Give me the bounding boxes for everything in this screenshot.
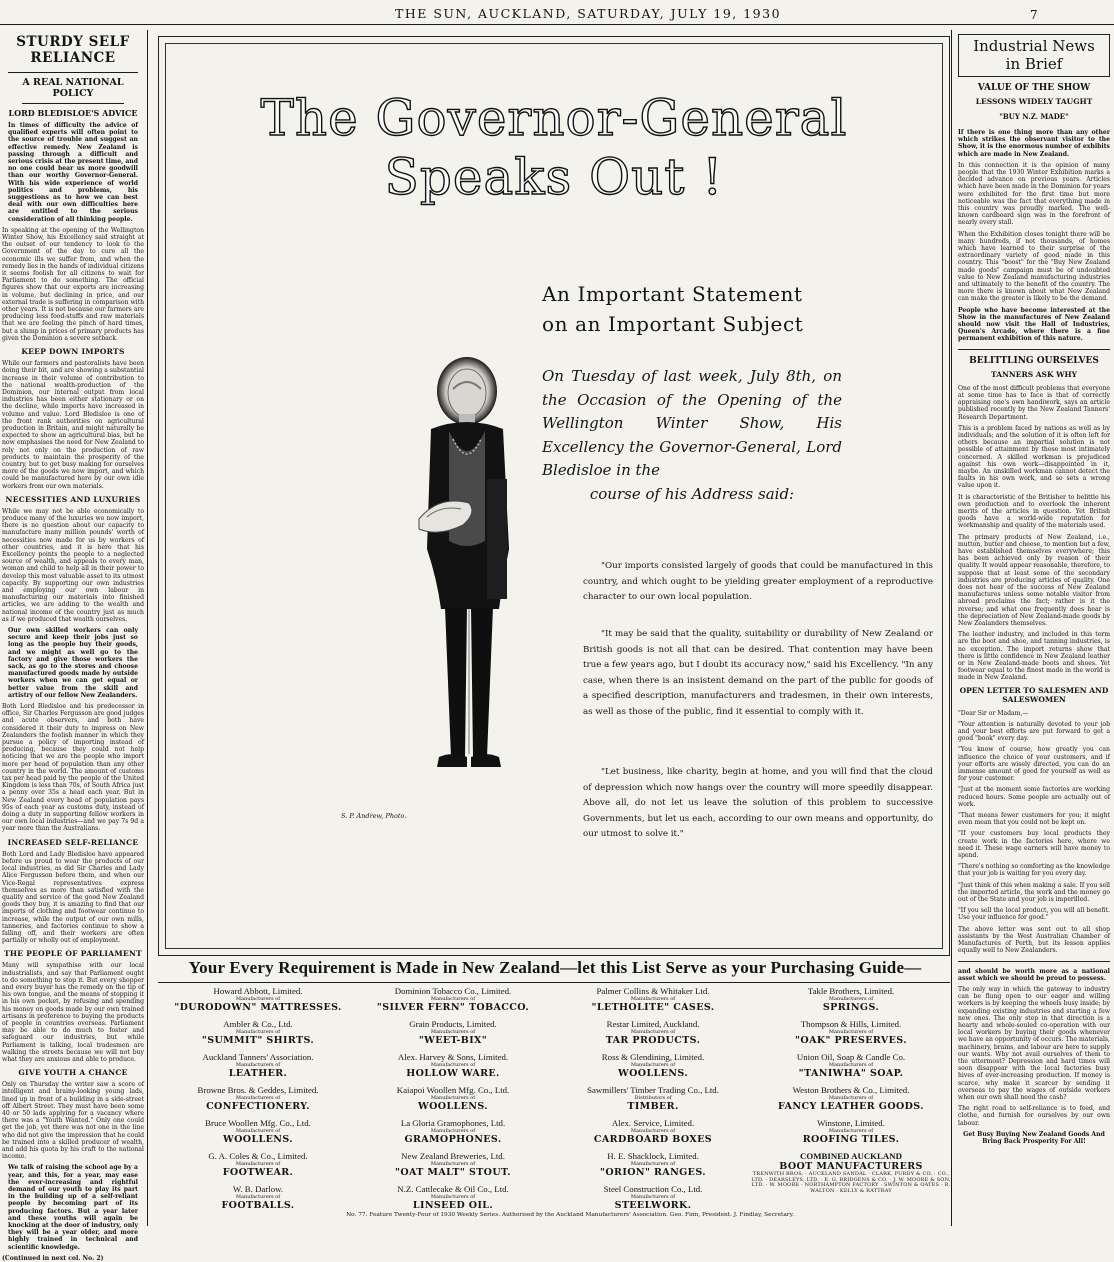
article-paragraph: If there is one thing more than any other which strikes the observant visitor to the Show, it is the enormous number of exhibits which are made in New Zealand. — [958, 129, 1110, 158]
article-paragraph: The primary products of New Zealand, i.e., mutton, butter and cheese, to mention but a few, have established themselves everywhere; this has been achieved only by reason of their quality. It would appear reasonable, therefore, to suppose that at least some of the secondary industries are producing articles of quality. One does not hear of the success of New Zealand manufactures unless some notable visitor from abroad proclaims the fact; rather is it the reverse; and what one frequently does hear is the depreciation of New Zealand-made goods by New Zealanders themselves. — [958, 533, 1110, 627]
left-subheadline: A REAL NATIONAL POLICY — [22, 77, 124, 99]
section-heading: GIVE YOUTH A CHANCE — [18, 1068, 128, 1078]
manufacturer-entry: Auckland Tanners' Association. Manufacturers of LEATHER. — [202, 1052, 314, 1079]
right-column — [954, 34, 1114, 1226]
letter-paragraph: "Dear Sir or Madam,— — [958, 709, 1029, 717]
article-paragraph: This is a problem faced by nations as well as by individuals; and the solution of it is often left for others because an impartial solution is not possible of attainment by those most intimately concerned. A skilled workman is prejudiced against his own work—disappointed in it, maybe. An unskilled workman cannot detect the faults in his own work, and so sets a wrong value upon it. — [958, 424, 1110, 490]
letter-paragraph: "There's nothing so comforting as the knowledge that your job is waiting for you every day. — [958, 863, 1111, 878]
left-column — [2, 28, 144, 1262]
article-paragraph: Our own skilled workers can only secure and keep their jobs just so long as the people buy their goods, and we might as well go to the factory and give those workers the sack, as go to the stores and choose manufactured goods made by outside workers when we can get equal or better value from the skill and artistry of our fellow New Zealanders. — [8, 627, 138, 699]
manufacturer-entry: Union Oil, Soap & Candle Co. Manufacturers of "TANIWHA" SOAP. — [796, 1052, 906, 1079]
manufacturer-entry: Winstone, Limited. Manufacturers of ROOFING TILES. — [802, 1118, 900, 1145]
masthead-rule — [0, 24, 1114, 25]
article-paragraph: We talk of raising the school age by a year, and this, for a year, may ease the ever-increasing and rightful demand of our youth to play its part in the building up of a self-reliant people by becoming part of its producing factors. But a year later and these youths will again be knocking at the door of industry, only they will be a year older, and more highly trained in technical and scientific knowledge. — [8, 1164, 138, 1251]
left-headline: STURDY SELF RELIANCE — [16, 34, 130, 66]
important-statement: An Important Statement on an Important Subject — [542, 282, 804, 336]
section-heading: KEEP DOWN IMPORTS — [21, 347, 125, 357]
masthead — [0, 0, 1114, 26]
article-paragraph: One of the most difficult problems that everyone at some time has to face is that of correctly appraising one's own handiwork, says an article published recently by the New Zealand Tanners' Research Department. — [958, 384, 1110, 421]
left-subheadline-2: LORD BLEDISLOE'S ADVICE — [8, 108, 138, 118]
combined-members: TRENWITH BROS. · AUCKLAND SANDAL · CLARK, PURDY & CO. · CO., LTD. · DEARSLEYS, LTD. · E. G. BRIDGENS & CO. · J. W. MOORE & SON, LTD. · W. MOORE · NORTHAMPTON FACTORY · SWINTON & OATES · R. WALTON · KELLY & RATTRAY — [751, 1171, 951, 1194]
section-heading: NECESSITIES AND LUXURIES — [5, 494, 141, 504]
manufacturer-list — [158, 986, 953, 1211]
article-paragraph: People who have become interested at the Show in the manufactures of New Zealand should now visit the Hall of Industries, Queen's Arcade, where there is a fine permanent exhibition of this nature. — [958, 306, 1110, 343]
manufacturer-entry: Ross & Glendining, Limited. Manufacturers of WOOLLENS. — [601, 1052, 705, 1079]
left-lead-paragraph: In times of difficulty the advice of qualified experts will often point to the source of trouble and suggest an effective remedy. New Zealand is passing through a difficult and serious crisis at the present time, and no one could bear us more goodwill than our worthy Governor-General. With his wide experience of world politics and problems, his suggestions as to how we can best deal with our own difficulties here are entitled to the serious consideration of all thinking people. — [8, 122, 138, 223]
masthead-headline: THE SUN, AUCKLAND, SATURDAY, JULY 19, 1930 — [395, 6, 782, 21]
manufacturer-entry: Steel Construction Co., Ltd. Manufacturers of STEELWORK. — [603, 1184, 703, 1211]
article-paragraph: It is characteristic of the Britisher to belittle his own production and to overlook the inherent merits of the articles in question. Yet British goods have a world-wide reputation for workmanship and quality of the materials used. — [958, 493, 1110, 530]
manufacturer-entry: N.Z. Cattlecake & Oil Co., Ltd. Manufacturers of LINSEED OIL. — [397, 1184, 509, 1211]
footer-note: No. 77. Feature Twenty-Four of 1930 Weekly Series. Authorised by the Auckland Manufacturers' Association. Geo. Finn, President. J. Findlay, Secretary. — [346, 1212, 794, 1218]
manufacturer-entry: W. B. Darlow. Manufacturers of FOOTBALLS. — [221, 1184, 295, 1211]
manufacturer-column — [353, 986, 553, 1217]
manufacturer-entry: Ambler & Co., Ltd. Manufacturers of "SUMMIT" SHIRTS. — [201, 1019, 315, 1046]
governor-general-portrait — [409, 359, 529, 814]
article-paragraph: The only way in which the gateway to industry can be flung open to our eager and willing workers is by keeping the wheels busy inside; by expanding existing industries and starting a few new ones. The only step in that direction is a hearty and whole-souled co-operation with our local workers by buying their goods whenever we have an opportunity of occurs. The materials, machinery, brains, and labour are here to supply our wants. Why not avail ourselves of them to the uttermost? Depression and hard times will soon disappear with the local factories busy hives of ever-increasing production. If money is scarce, why make it scarcer by sending it overseas to pay the wages of outside workers when our own shall need the cash? — [958, 985, 1110, 1101]
article-paragraph: The right road to self-reliance is to feed, and clothe, and furnish for ourselves by our own labour. — [958, 1105, 1110, 1127]
occasion-paragraph: On Tuesday of last week, July 8th, on the Occasion of the Opening of the Wellington Winter Show, His Excellency the Governor-General, Lord Bledisloe in the course of his Address said: — [542, 367, 842, 503]
letter-paragraph: "Just think of this when making a sale. If you sell the imported article, the work and the money go out of the State and your job is imperilled. — [958, 881, 1110, 904]
industrial-news-box: Industrial News in Brief — [958, 34, 1110, 77]
manufacturer-column — [158, 986, 358, 1217]
quote-paragraph: "Let business, like charity, begin at home, and you will find that the cloud of depression which now hangs over the country will more speedily disappear. Above all, do not let us leave the solution of this problem to successive Governments, but let us each, according to our own means and opportunity, do our utmost to solve it." — [583, 767, 933, 839]
article-paragraph: When the Exhibition closes tonight there will be many hundreds, if not thousands, of homes which have learned to their surprise of the extraordinary variety of good made in this country. This "boost" for the "Buy New Zealand made goods" campaign must be of undoubted value to New Zealand manufacturing industries and ultimately to the benefit of the country. The more there is known about what New Zealand can make the greater is likely to be the demand. — [958, 230, 1110, 303]
photo-credit: S. P. Andrew, Photo. — [341, 812, 407, 820]
manufacturer-column — [553, 986, 753, 1217]
manufacturer-entry: Bruce Woollen Mfg. Co., Ltd. Manufacturers of WOOLLENS. — [205, 1118, 311, 1145]
article-paragraph: While our farmers and pastoralists have been doing their bit, and are showing a substantial increase in their volume of contribution to the national wealth-production of the Dominion, our internal output from local industries has been either stationary or on the decline, while imports have increased in volume and value. Lord Bledisloe is one of the front rank authorities on agricultural production in Britain, and might naturally be expected to show an agricultural bias, but he now emphasises the need for New Zealand to rely not only on the production of raw products to maintain the prosperity of the country, but to get busy making for ourselves more of the goods we now import, and which could be manufactured here by our own idle workers from our own materials. — [2, 360, 144, 490]
section-heading: INCREASED SELF-RELIANCE — [7, 837, 139, 847]
manufacturer-entry: New Zealand Breweries, Ltd. Manufacturers of "OAT MALT" STOUT. — [394, 1151, 511, 1178]
manufacturer-entry: La Gloria Gramophones, Ltd. Manufacturers of GRAMOPHONES. — [400, 1118, 506, 1145]
manufacturer-entry: Palmer Collins & Whitaker Ltd. Manufacturers of "LETHOLITE" CASES. — [591, 986, 715, 1013]
letter-paragraph: "Your attention is naturally devoted to your job and your best efforts are put forward to get a good "book" every day. — [958, 720, 1110, 743]
article-paragraph: and should be worth more as a national asset which we should be proud to possess. — [958, 967, 1110, 982]
letter-paragraph: "If you sell the local product, you will all benefit. Use your influence for good." — [958, 907, 1110, 922]
article-paragraph: In this connection it is the opinion of many people that the 1930 Winter Exhibition marks a decided advance on previous years. Articles which have been made in the Dominion for years were exhibited for the first time but more noticeable was the fact that everything made in this country was proudly marked. The well-known cardboard sign was in the forefront of nearly every stall. — [958, 161, 1110, 227]
advertisement-frame — [158, 36, 950, 956]
column-rule-left — [147, 30, 148, 1226]
article-paragraph: Many will sympathise with our local industrialists, and say that Parliament ought to do something to stop it. But every shopper and every buyer has the remedy on the tip of his own tongue, and the means of stopping it in his own pocket, by refusing and spending his money on goods made by our own trained artisans in preference to buying the products of people in countries overseas. Parliament may be able to do much to foster and safeguard our industries, but while Parliament is talking, local tradesmen are walking the streets because we will not buy what they are anxious and able to produce. — [2, 962, 144, 1063]
letter-paragraph: "That means fewer customers for you; it might even mean that you could not be kept on. — [958, 812, 1110, 827]
manufacturer-entry: G. A. Coles & Co., Limited. Manufacturers of FOOTWEAR. — [208, 1151, 308, 1178]
quote-paragraph: "Our imports consisted largely of goods that could be manufactured in this country, and which ought to be yielding greater employment of a reproductive character to our own local population. — [583, 561, 933, 602]
manufacturer-entry: H. E. Shacklock, Limited. Manufacturers of "ORION" RANGES. — [600, 1151, 706, 1178]
manufacturer-entry: COMBINED AUCKLAND BOOT MANUFACTURERS TRENWITH BROS. · AUCKLAND SANDAL · CLARK, PURDY & CO. · CO., LTD. · DEARSLEYS, LTD. · E. G. BRIDGENS & CO. · J. W. MOORE & SON, LTD. · W. MOORE · NORTHAMPTON FACTORY · SWINTON & OATES · R. WALTON · KELLY & RATTRAY — [751, 1151, 951, 1194]
right-subheadline: LESSONS WIDELY TAUGHT — [975, 97, 1093, 106]
ad-title-line-1: The Governor-General — [260, 89, 848, 147]
manufacturer-entry: Restar Limited, Auckland. Manufacturers of TAR PRODUCTS. — [605, 1019, 701, 1046]
banner-rule — [158, 982, 950, 983]
article-paragraph: The leather industry, and included in this term are the boot and shoe, and tanning industries, is no exception. The import returns show that there is little confidence in New Zealand leather or in New Zealand-made boots and shoes. Yet footwear equal to the finest made in the world is made in New Zealand. — [958, 631, 1110, 682]
manufacturer-entry: Kaiapoi Woollen Mfg. Co., Ltd. Manufacturers of WOOLLENS. — [396, 1085, 510, 1112]
manufacturer-entry: Alex. Harvey & Sons, Limited. Manufacturers of HOLLOW WARE. — [397, 1052, 509, 1079]
manufacturer-entry: Thompson & Hills, Limited. Manufacturers of "OAK" PRESERVES. — [795, 1019, 907, 1046]
buy-nz-made-tag: "BUY N.Z. MADE" — [999, 112, 1069, 121]
article-paragraph: Both Lord Bledisloe and his predecessor in office, Sir Charles Fergusson are good judges and acute observers, and both have considered it their duty to impress on New Zealanders the foolish manner in which they pursue a policy of importing instead of producing, because they could not help noticing that we are the people who import more per head of population than any other country in the world. The amount of customs tax per head paid by the people of the United Kingdom is less than 70s, of South Africa just a penny over 35s a head each year. But in New Zealand every head of population pays 95s of each year as customs duty, instead of doing a duty in supporting fellow workers in our own local industries—and we pay 7s 9d a year more than the Australians. — [2, 703, 144, 833]
right-headline: BELITTLING OURSELVES — [969, 355, 1099, 366]
manufacturer-entry: Grain Products, Limited. Manufacturers of "WEET-BIX" — [409, 1019, 497, 1046]
letter-paragraph: "If your customers buy local products they create work in the factories here, where we need it. These wage earners will have money to spend. — [958, 830, 1110, 860]
manufacturer-entry: Howard Abbott, Limited. Manufacturers of "DURODOWN" MATTRESSES. — [174, 986, 342, 1013]
quote-paragraph: "It may be said that the quality, suitability or durability of New Zealand or British goods is not all that can be desired. That contention may have been true a few years ago, but I doubt its accuracy now," said his Excellency. "In any case, when there is an insistent demand on the part of the public for goods of a specified description, manufacturers and tradesmen, in their own interests, as well as those of the public, find it essential to comply with it. — [583, 629, 933, 717]
section-heading: THE PEOPLE OF PARLIAMENT — [4, 949, 142, 959]
manufacturer-entry: Dominion Tobacco Co., Limited. Manufacturers of "SILVER FERN" TOBACCO. — [376, 986, 530, 1013]
right-subheadline: TANNERS ASK WHY — [991, 369, 1077, 379]
letter-paragraph: "You know of course, how greatly you can influence the choice of your customers, and if your efforts are wisely directed, you can do an immense amount of good for yourself as well as for your customer. — [958, 746, 1110, 783]
letter-paragraph: "Just at the moment some factories are working reduced hours. Some people are actually out of work. — [958, 786, 1110, 808]
purchasing-guide-banner: Your Every Requirement is Made in New Zealand—let this List Serve as your Purchasing Guide— — [188, 958, 922, 977]
ad-title-line-2: Speaks Out ! — [384, 148, 724, 206]
manufacturer-entry: Takle Brothers, Limited. Manufacturers of SPRINGS. — [807, 986, 895, 1013]
article-paragraph: While we may not be able economically to produce many of the luxuries we now import, there is no question about our capacity to manufacture many million pounds' worth of necessities now made for us by workers of other countries, and it is here that his Excellency points the people to a neglected source of wealth, and appeals to every man, woman and child to help all in their power to develop this most valuable asset to its utmost capacity. By supporting our own industries and employing our own labour in manufacturing our materials into finished articles, we are adding to the wealth and national income of the country just as much as if we produced that wealth ourselves. — [2, 507, 144, 623]
continuation-note: (Continued in next col. No. 2) — [2, 1254, 104, 1262]
article-paragraph: The above letter was sent out to all shop assistants by the West Australian Chamber of Manufactures of Perth, but its lesson applies equally well to New Zealanders. — [958, 925, 1110, 955]
closing-slogan: Get Busy Buying New Zealand Goods And Bring Back Prosperity For All! — [963, 1130, 1105, 1145]
manufacturer-entry: Alex. Service, Limited. Manufacturers of CARDBOARD BOXES — [593, 1118, 713, 1145]
manufacturer-entry: Sawmillers' Timber Trading Co., Ltd. Distributors of TIMBER. — [587, 1085, 719, 1112]
manufacturer-entry: Weston Brothers & Co., Limited. Manufacturers of FANCY LEATHER GOODS. — [778, 1085, 924, 1112]
manufacturer-column — [751, 986, 951, 1200]
right-subheadline: OPEN LETTER TO SALESMEN AND SALESWOMEN — [959, 685, 1109, 704]
article-paragraph: Both Lord and Lady Bledisloe have appeared before us proud to wear the products of our local industries, as did Sir Charles and Lady Alice Fergusson before them, and when our Vice-Regal representatives express themselves as more than satisfied with the quality and service of the good New Zealand goods they buy, it is amazing to find that our imports of clothing and footwear continue to increase, while the output of our own mills, tanneries, and factories continue to show a falling off, and their workers are often partially or wholly out of employment. — [2, 850, 144, 945]
article-paragraph: Only on Thursday the writer saw a score of intelligent and brainy-looking young lads, lined up in front of a building in a side-street off Albert Street. They must have been some 40 or 50 lads applying for a vacancy where there was a "Youth Wanted." Only one could get the job, yet there was not one in the line who did not give the impression that he could be trained into a skilled producer of wealth, and add his quota by his craft to the national income. — [2, 1081, 144, 1161]
right-headline: VALUE OF THE SHOW — [977, 83, 1091, 93]
page-number: 7 — [1030, 8, 1038, 22]
manufacturer-entry: Browne Bros. & Geddes, Limited. Manufacturers of CONFECTIONERY. — [197, 1085, 319, 1112]
article-paragraph: In speaking at the opening of the Wellington Winter Show, his Excellency said straight at the outset of our tendency to look to the Government of the day to cure all the economic ills we suffer from, and when the remedy lies in the hands of individual citizens it seems foolish for all citizens to wait for Parliament to do something. The official figures show that our exports are increasing in volume, but declining in price, and our external trade is suffering in comparison with other years. It is not because our farmers are producing less food-stuffs and raw materials that we are feeling the pinch of hard times, but a slump in prices of primary products has given the Dominion a severe setback. — [2, 226, 144, 342]
